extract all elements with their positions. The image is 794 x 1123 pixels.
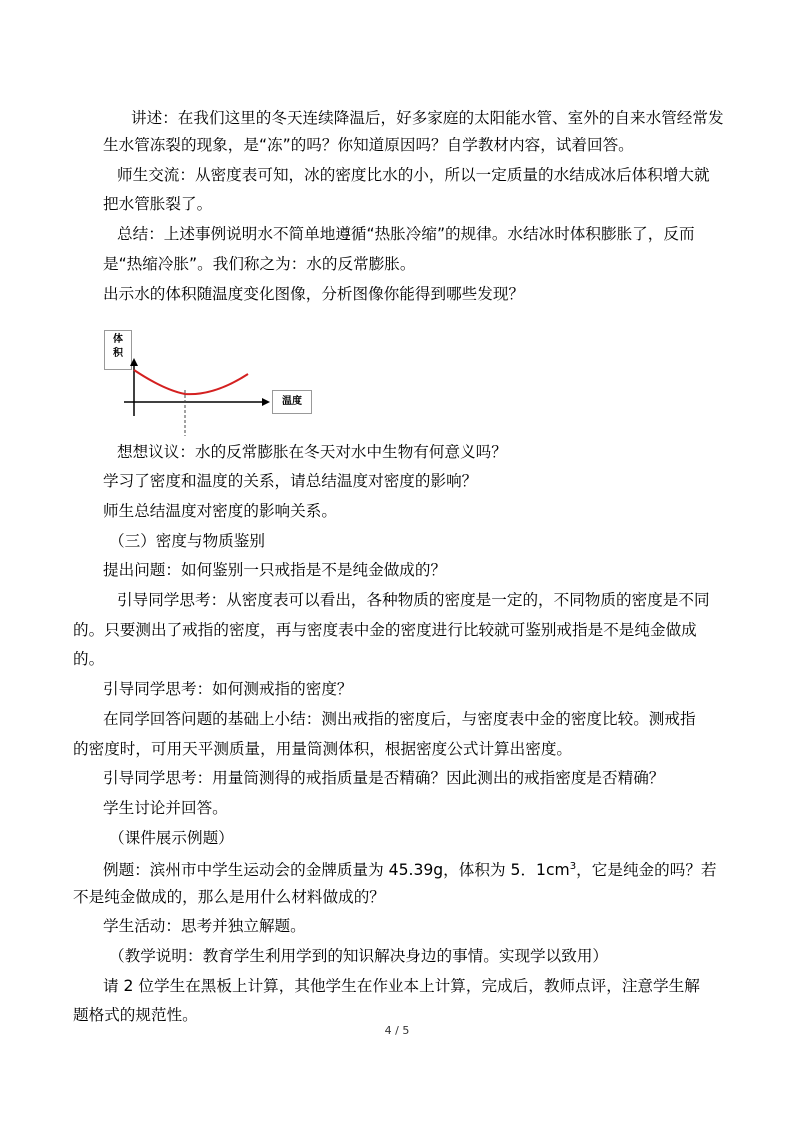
example-text: ，它是纯金的吗？若 [576, 861, 717, 880]
paragraph-text: 想想议议：水的反常膨胀在冬天对水中生物有何意义吗？ [117, 443, 507, 461]
paragraph-text: 的。 [73, 650, 105, 668]
paragraph-text: 是“热缩冷胀”。我们称之为：水的反常膨胀。 [103, 255, 416, 273]
paragraph-text [103, 852, 717, 885]
paragraph-text: 不是纯金做成的，那么是用什么材料做成的？ [73, 888, 385, 906]
volume-curve [134, 370, 248, 394]
paragraph-text: 引导同学思考：如何测戒指的密度？ [103, 680, 353, 698]
paragraph-text: 题格式的规范性。 [73, 1006, 198, 1024]
example-text: 例题：滨州市中学生运动会的金牌质量为 45.39g，体积为 5．1cm [103, 861, 570, 880]
paragraph-text: 请 2 位学生在黑板上计算，其他学生在作业本上计算，完成后，教师点评，注意学生解 [103, 977, 700, 995]
paragraph-text: 引导同学思考：从密度表可以看出，各种物质的密度是一定的，不同物质的密度是不同 [117, 591, 710, 609]
paragraph-text: 总结：上述事例说明水不简单地遵循“热胀冷缩”的规律。水结冰时体积膨胀了，反而 [117, 225, 695, 243]
paragraph-text: 在同学回答问题的基础上小结：测出戒指的密度后，与密度表中金的密度比较。测戒指 [103, 710, 696, 728]
y-axis-label-char: 积 [113, 348, 123, 359]
y-axis-arrow [130, 358, 138, 366]
x-axis-arrow [262, 398, 270, 406]
paragraph-text: 学生活动：思考并独立解题。 [103, 917, 306, 935]
paragraph-text: 的密度时，可用天平测质量，用量筒测体积，根据密度公式计算出密度。 [73, 740, 573, 758]
paragraph-text: （课件展示例题） [109, 829, 234, 847]
paragraph-text: 学习了密度和温度的关系，请总结温度对密度的影响？ [103, 472, 478, 490]
paragraph-text: 出示水的体积随温度变化图像，分析图像你能得到哪些发现？ [103, 285, 525, 303]
graph-svg [104, 330, 324, 440]
paragraph-text: 引导同学思考：用量筒测得的戒指质量是否精确？因此测出的戒指密度是否精确？ [103, 769, 665, 787]
page-number: 4 / 5 [384, 1024, 410, 1037]
y-axis-label-char: 体 [113, 334, 123, 345]
paragraph-text: 提出问题：如何鉴别一只戒指是不是纯金做成的？ [103, 561, 447, 579]
section-heading: （三）密度与物质鉴别 [109, 532, 265, 550]
paragraph-text: 生水管冻裂的现象，是“冻”的吗？你知道原因吗？自学教材内容，试着回答。 [103, 136, 634, 154]
paragraph-text: 师生总结温度对密度的影响关系。 [103, 502, 337, 520]
superscript: 3 [569, 861, 577, 872]
paragraph-text: 讲述：在我们这里的冬天连续降温后，好多家庭的太阳能水管、室外的自来水管经常发 [131, 109, 724, 127]
volume-temperature-graph [104, 330, 324, 440]
paragraph-text: （教学说明：教育学生利用学到的知识解决身边的事情。实现学以致用） [109, 947, 609, 965]
paragraph-text: 把水管胀裂了。 [103, 195, 213, 213]
paragraph-text: 师生交流：从密度表可知，冰的密度比水的小，所以一定质量的水结成冰后体积增大就 [117, 166, 710, 184]
x-axis-label: 温度 [272, 390, 312, 414]
paragraph-text: 学生讨论并回答。 [103, 799, 228, 817]
paragraph-text: 的。只要测出了戒指的密度，再与密度表中金的密度进行比较就可鉴别戒指是不是纯金做成 [73, 621, 697, 639]
